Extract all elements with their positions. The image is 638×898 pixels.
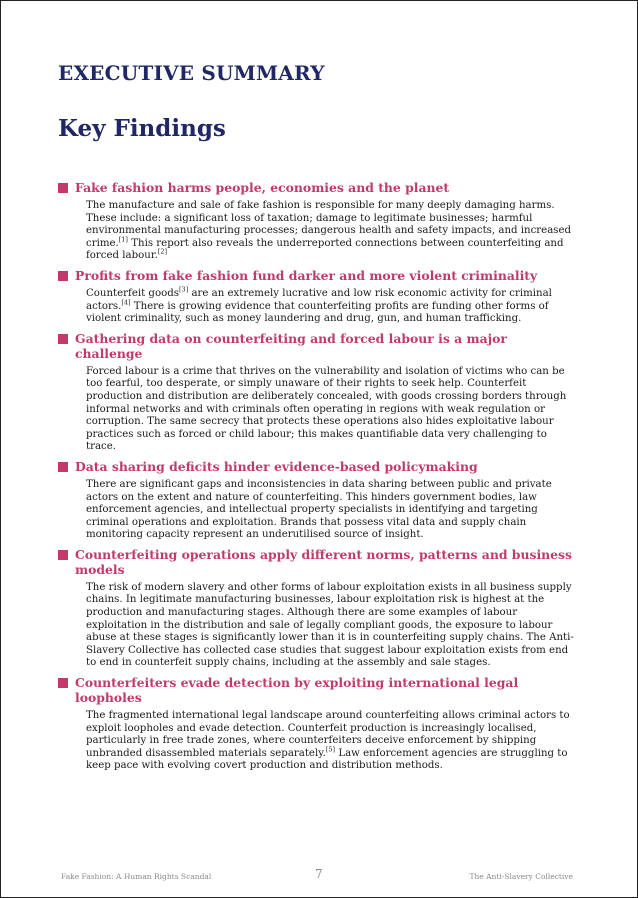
finding-body-text: are an extremely lucrative and low risk economic activity for criminal actors. [86,287,552,312]
finding-heading [58,180,578,195]
square-bullet-icon [58,183,68,193]
finding-item [58,675,578,773]
page-number: 7 [315,867,323,881]
finding-heading [58,268,578,283]
finding-body-text: Counterfeit goods [86,287,179,299]
finding-heading [58,459,578,474]
page-title: Key Findings [58,115,226,142]
finding-item [58,547,578,670]
footnote-reference: [2] [157,247,168,256]
section-eyebrow: EXECUTIVE SUMMARY [58,61,325,85]
finding-item [58,459,578,542]
finding-item [58,180,578,263]
finding-heading-text: Profits from fake fashion fund darker and more violent criminality [75,267,538,283]
footnote-reference: [3] [178,285,189,294]
finding-body-text: This report also reveals the underreported connections between counterfeiting and forced labour. [86,237,564,262]
finding-body [86,200,578,263]
footer-organisation: The Anti-Slavery Collective [469,872,573,881]
finding-heading-text: Counterfeiters evade detection by exploiting international legal loopholes [75,675,519,706]
finding-body-text: There is growing evidence that counterfeiting profits are funding other forms of violent criminality, such as money laundering and drug, gun, and human trafficking. [86,300,549,325]
finding-body [86,366,578,454]
footer-report-title: Fake Fashion: A Human Rights Scandal [61,872,212,881]
footnote-reference: [4] [121,298,131,307]
finding-heading-text: Data sharing deficits hinder evidence-based policymaking [75,458,478,474]
finding-heading-text: Counterfeiting operations apply different norms, patterns and business models [75,546,573,577]
finding-body [86,710,578,773]
finding-heading [58,547,578,577]
finding-body-text: Law enforcement agencies are struggling to keep pace with evolving covert production and distribution methods. [86,747,568,772]
finding-body-text: Forced labour is a crime that thrives on the vulnerability and isolation of victims who can be too fearful, too desperate, or simply unaware of their rights to seek help. Counterfeit production and distribution are deliberately concealed, with goods crossing borders through informal networks and with criminals often operating in regions with weak regulation or corruption. The same secrecy that protects these operations also hides exploitative labour practices such as forced or child labour; this makes quantifiable data very challenging to trace. [86,365,567,453]
finding-item [58,331,578,454]
finding-body-text: There are significant gaps and inconsistencies in data sharing between public and private actors on the extent and nature of counterfeiting. This hinders government bodies, law enforcement agencies, and intellectual property specialists in identifying and targeting criminal operations and exploitation. Brands that possess vital data and supply chain monitoring capacity represent an underutilised source of insight. [86,478,552,541]
square-bullet-icon [58,550,68,560]
finding-body [86,582,578,670]
finding-item [58,268,578,326]
finding-heading [58,675,578,705]
finding-body [86,479,578,542]
footnote-reference: [5] [325,745,336,754]
finding-body-text: The risk of modern slavery and other forms of labour exploitation exists in all business supply chains. In legitimate manufacturing businesses, labour exploitation risk is highest at the production and manufacturing stages. Although there are some examples of labour exploitation in the distribution and sale of legally compliant goods, the exposure to labour abuse at these stages is significantly lower than it is in counterfeiting supply chains. The Anti-Slavery Collective has collected case studies that suggest labour exploitation exists from end to end in counterfeit supply chains, including at the assembly and sale stages. [86,581,574,669]
square-bullet-icon [58,462,68,472]
key-findings-list [58,180,578,778]
finding-body [86,285,578,326]
square-bullet-icon [58,334,68,344]
finding-heading-text: Gathering data on counterfeiting and forced labour is a major challenge [75,330,507,361]
square-bullet-icon [58,678,68,688]
finding-heading [58,331,578,361]
finding-body-text: The fragmented international legal landscape around counterfeiting allows criminal actors to exploit loopholes and evade detection. Counterfeit production is increasingly localised, particularly in free trade zones, where counterfeiters deceive enforcement by shipping unbranded disassembled materials separately. [86,710,570,759]
finding-body-text: The manufacture and sale of fake fashion is responsible for many deeply damaging harms. These include: a significant loss of taxation; damage to legitimate businesses; harmful environmental manufacturing processes; dangerous health and safety impacts, and increased crime. [86,200,572,249]
square-bullet-icon [58,271,68,281]
footnote-reference: [1] [118,235,128,244]
finding-heading-text: Fake fashion harms people, economies and the planet [75,180,450,195]
